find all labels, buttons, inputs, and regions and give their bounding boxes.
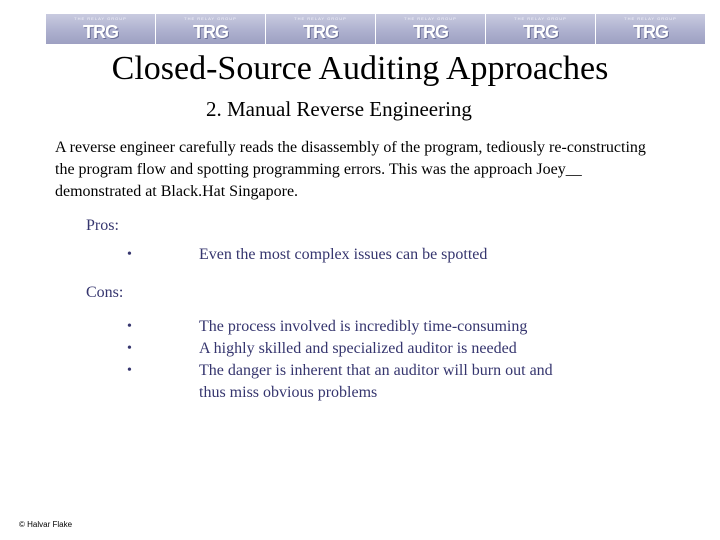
trg-logo-banner <box>46 14 706 44</box>
logo-tagline: THE RELAY GROUP <box>294 16 347 21</box>
pros-item: Even the most complex issues can be spotted <box>199 246 488 263</box>
intro-paragraph: A reverse engineer carefully reads the disassembly of the program, tediously re-constructing the program flow and spotting programming errors. This was the approach Joey__ demonstrated at Black.Hat Singapore. <box>55 139 646 200</box>
logo-tagline: THE RELAY GROUP <box>184 16 237 21</box>
slide-title: Closed-Source Auditing Approaches <box>111 50 609 87</box>
cons-item: A highly skilled and specialized auditor is needed <box>199 340 517 357</box>
trg-logo: TRG <box>413 22 448 42</box>
trg-logo: TRG <box>83 22 118 42</box>
logo-tagline: THE RELAY GROUP <box>624 16 677 21</box>
trg-logo-tile <box>486 14 596 44</box>
bullet-glyph: • <box>127 363 132 378</box>
trg-logo: TRG <box>633 22 668 42</box>
trg-logo-tile <box>266 14 376 44</box>
trg-logo-tile <box>46 14 156 44</box>
copyright-footer: © Halvar Flake <box>19 520 73 529</box>
trg-logo-tile <box>376 14 486 44</box>
pros-label: Pros: <box>86 217 119 234</box>
logo-tagline: THE RELAY GROUP <box>74 16 127 21</box>
slide-subtitle: 2. Manual Reverse Engineering <box>206 97 472 121</box>
cons-label: Cons: <box>86 284 124 301</box>
bullet-glyph: • <box>127 247 132 262</box>
trg-logo-tile <box>596 14 706 44</box>
bullet-glyph: • <box>127 341 132 356</box>
trg-logo: TRG <box>523 22 558 42</box>
logo-tagline: THE RELAY GROUP <box>514 16 567 21</box>
cons-item: The process involved is incredibly time-consuming <box>199 318 528 335</box>
trg-logo: TRG <box>303 22 338 42</box>
trg-logo: TRG <box>193 22 228 42</box>
trg-logo-tile <box>156 14 266 44</box>
logo-tagline: THE RELAY GROUP <box>404 16 457 21</box>
cons-item: The danger is inherent that an auditor will burn out and thus miss obvious problems <box>199 362 553 401</box>
bullet-glyph: • <box>127 319 132 334</box>
